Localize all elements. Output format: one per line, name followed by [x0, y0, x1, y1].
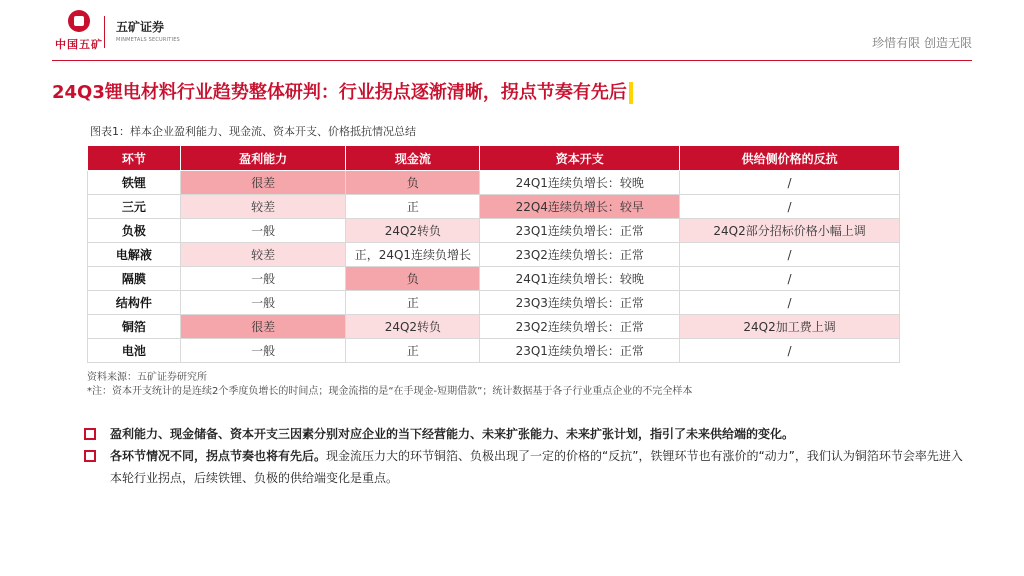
cell: 24Q2加工费上调 — [680, 315, 900, 339]
cell: 24Q1连续负增长：较晚 — [480, 267, 680, 291]
cell: 23Q3连续负增长：正常 — [480, 291, 680, 315]
cell: 24Q1连续负增长：较晚 — [480, 171, 680, 195]
cell: 结构件 — [88, 291, 181, 315]
table-row — [88, 195, 900, 219]
header-profitability: 盈利能力 — [180, 146, 346, 171]
cell: 很差 — [180, 315, 346, 339]
cell: 一般 — [180, 291, 346, 315]
source-note — [87, 371, 692, 399]
bullet-bold-text: 盈利能力、现金储备、资本开支三因素分别对应企业的当下经营能力、未来扩张能力、未来扩张计划，指引了未来供给端的变化。 — [110, 427, 795, 441]
cell: 24Q2部分招标价格小幅上调 — [680, 219, 900, 243]
slogan: 珍惜有限 创造无限 — [872, 36, 972, 50]
cell: 正 — [346, 195, 480, 219]
table-row — [88, 291, 900, 315]
cell: 一般 — [180, 267, 346, 291]
cell: 负 — [346, 171, 480, 195]
bullet-item — [84, 445, 964, 489]
cell: 电池 — [88, 339, 181, 363]
bullet-item — [84, 423, 964, 445]
cell: 较差 — [180, 243, 346, 267]
header-segment: 环节 — [88, 146, 181, 171]
footnote-line: *注：资本开支统计的是连续2个季度负增长的时间点；现金流指的是“在手现金-短期借款”；统计数据基于各子行业重点企业的不完全样本 — [87, 386, 693, 397]
header — [0, 0, 1024, 62]
cell: 一般 — [180, 339, 346, 363]
table-row — [88, 267, 900, 291]
cell: / — [680, 339, 900, 363]
cell: 22Q4连续负增长：较早 — [480, 195, 680, 219]
header-price-resistance: 供给侧价格的反抗 — [680, 146, 900, 171]
slide-title: 24Q3锂电材料行业趋势整体研判：行业拐点逐渐清晰，拐点节奏有先后 — [52, 78, 633, 104]
cell: 正 — [346, 291, 480, 315]
cell: 正，24Q1连续负增长 — [346, 243, 480, 267]
cell: 24Q2转负 — [346, 219, 480, 243]
cell: 铜箔 — [88, 315, 181, 339]
cell: 一般 — [180, 219, 346, 243]
bullet-text: 现金流压力大的环节铜箔、负极出现了一定的价格的“反抗”，铁锂环节也有涨价的“动力”，我们认为铜箔环节会率先进入本轮行业拐点，后续铁锂、负极的供给端变化是重点。 — [110, 449, 963, 485]
cell: 24Q2转负 — [346, 315, 480, 339]
table-row — [88, 243, 900, 267]
table-caption: 图表1：样本企业盈利能力、现金流、资本开支、价格抵抗情况总结 — [90, 125, 416, 138]
cell: 负 — [346, 267, 480, 291]
minmetals-securities-logo — [116, 18, 180, 43]
cell: 电解液 — [88, 243, 181, 267]
bullet-bold-text: 各环节情况不同，拐点节奏也将有先后。 — [110, 449, 327, 463]
square-bullet-icon — [84, 428, 96, 440]
bullet-list — [84, 423, 964, 489]
logo-divider — [104, 16, 105, 48]
header-cashflow: 现金流 — [346, 146, 480, 171]
cell: / — [680, 243, 900, 267]
square-bullet-icon — [84, 450, 96, 462]
table-row — [88, 171, 900, 195]
cell: 负极 — [88, 219, 181, 243]
cell: / — [680, 171, 900, 195]
table-row — [88, 315, 900, 339]
cell: 23Q1连续负增长：正常 — [480, 339, 680, 363]
cell: 很差 — [180, 171, 346, 195]
china-minmetals-logo — [50, 10, 108, 56]
cell: / — [680, 267, 900, 291]
cell: 正 — [346, 339, 480, 363]
minmetals-emblem-icon — [68, 10, 90, 32]
logo-left-text: 中国五矿 — [55, 38, 103, 51]
cell: 隔膜 — [88, 267, 181, 291]
cell: / — [680, 195, 900, 219]
summary-table — [87, 145, 900, 363]
logo-right-sub: MINMETALS SECURITIES — [116, 37, 180, 43]
cell: 三元 — [88, 195, 181, 219]
header-capex: 资本开支 — [480, 146, 680, 171]
cell: 铁锂 — [88, 171, 181, 195]
header-rule — [52, 60, 972, 61]
table-header-row — [88, 146, 900, 171]
text-cursor — [629, 82, 633, 104]
cell: 较差 — [180, 195, 346, 219]
cell: 23Q2连续负增长：正常 — [480, 243, 680, 267]
table-row — [88, 339, 900, 363]
cell: / — [680, 291, 900, 315]
cell: 23Q1连续负增长：正常 — [480, 219, 680, 243]
source-line: 资料来源：五矿证券研究所 — [87, 372, 207, 383]
table-row — [88, 219, 900, 243]
cell: 23Q2连续负增长：正常 — [480, 315, 680, 339]
logo-right-text: 五矿证券 — [116, 20, 165, 34]
